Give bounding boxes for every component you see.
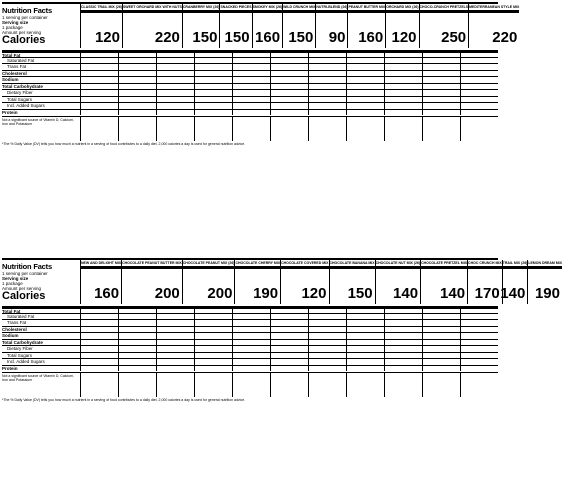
nutrient-label: Saturated Fat	[7, 57, 35, 63]
product-name: CHOC CRUNCH MIX	[468, 260, 502, 269]
nutrition-facts-title: Nutrition Facts	[2, 6, 52, 15]
footer-cell	[156, 373, 194, 397]
ingredients-column	[202, 406, 298, 498]
product-name: CHOCOLATE COVERED MIX	[281, 260, 328, 269]
footer-cell	[308, 373, 346, 397]
footer-cell	[270, 117, 308, 141]
nutrient-cell	[422, 366, 460, 372]
product-name: CRANBERRY MIX (26)	[183, 4, 220, 13]
calories-value: 220	[154, 29, 180, 46]
nutrient-cell	[308, 110, 346, 116]
serving-size-value: 1 package	[2, 281, 23, 286]
ingredients-block	[2, 406, 498, 498]
calories-value: 220	[492, 29, 518, 46]
footer-cell	[118, 373, 156, 397]
daily-value-note: *The % Daily Value (DV) tells you how much a nutrient in a serving of food contributes to a daily diet. 2,000 calories a day is used for general nutrition advice.	[2, 398, 246, 402]
servings-per-container: 1 serving per container	[2, 271, 48, 276]
nutrient-cell	[460, 110, 498, 116]
product-column	[385, 4, 418, 48]
footer-columns	[80, 117, 498, 141]
footer-cell	[346, 117, 384, 141]
ingredients-column	[402, 406, 498, 498]
nutrient-label: Trans Fat	[7, 320, 27, 325]
serving-size-label: Serving size	[2, 276, 29, 281]
nutrient-label: Cholesterol	[2, 70, 27, 76]
calories-value: 200	[154, 285, 180, 302]
nutrient-label: Cholesterol	[2, 326, 27, 332]
footer-cell	[384, 373, 422, 397]
nutrient-cell	[422, 110, 460, 116]
nutrient-label: Incl. Added Sugars	[7, 103, 45, 108]
daily-value-note: *The % Daily Value (DV) tells you how much a nutrient in a serving of food contributes to a daily diet. 2,000 calories a day is used for general nutrition advice.	[2, 142, 246, 146]
product-column	[375, 260, 420, 304]
footer-cell	[118, 117, 156, 141]
servings-per-container: 1 serving per container	[2, 15, 48, 20]
nutrient-cell	[346, 366, 384, 372]
nutrient-label: Total Fat	[2, 53, 21, 58]
calories-label: Calories	[2, 34, 46, 46]
footer-cell	[270, 373, 308, 397]
product-column	[80, 4, 122, 48]
nutrient-label: Total Fat	[2, 309, 21, 314]
nutrient-cell	[270, 366, 308, 372]
nutrient-label: Protein	[2, 365, 18, 371]
nutrient-label: Total Sugars	[7, 352, 33, 358]
nutrient-cell	[156, 366, 194, 372]
footnote-left: Not a significant source of Vitamin D, Calcium, Iron and Potassium	[2, 374, 74, 382]
nutrient-cell	[460, 366, 498, 372]
nutrient-cell	[270, 110, 308, 116]
product-column	[122, 4, 182, 48]
product-name: NEW AND DELIGHT MIX	[81, 260, 121, 269]
nutrient-label: Sodium	[2, 77, 19, 82]
nutrient-cell	[308, 366, 346, 372]
calories-value: 200	[207, 285, 233, 302]
calories-value: 160	[358, 29, 384, 46]
product-name: CHOCOLATE BANANA MIX	[330, 260, 375, 269]
footer-cell	[422, 373, 460, 397]
ingredients-column	[302, 150, 398, 254]
nutrient-label: Total Carbohydrate	[2, 339, 43, 345]
calories-value: 160	[255, 29, 281, 46]
calories-value: 150	[288, 29, 314, 46]
nutrient-cell	[194, 366, 232, 372]
nutrient-cells	[80, 110, 498, 116]
nutrition-facts-title: Nutrition Facts	[2, 262, 52, 271]
product-column	[282, 4, 315, 48]
product-name: CHOCOLATE PEANUT MIX (26)	[183, 260, 235, 269]
calories-value: 90	[328, 29, 346, 46]
product-column	[329, 260, 375, 304]
product-column	[121, 260, 182, 304]
product-column	[527, 260, 562, 304]
ingredients-column	[2, 150, 98, 254]
panel-header	[2, 262, 80, 291]
nutrient-row	[2, 365, 498, 372]
calories-value: 120	[301, 285, 327, 302]
calories-value: 120	[94, 29, 120, 46]
calories-label: Calories	[2, 290, 46, 302]
product-columns	[80, 4, 520, 48]
ingredients-column	[102, 406, 198, 498]
product-name: PEANUT BUTTER MIX	[348, 4, 385, 13]
nutrient-cell	[118, 110, 156, 116]
footer-cell	[422, 117, 460, 141]
product-name: CHOCOLATE NUT MIX (26)	[376, 260, 420, 269]
footer-cell	[460, 373, 498, 397]
footer-cell	[308, 117, 346, 141]
nutrient-row	[2, 109, 498, 116]
nutrient-cell	[156, 110, 194, 116]
product-column	[315, 4, 347, 48]
nutrient-cell	[384, 366, 422, 372]
product-column	[420, 260, 467, 304]
ingredients-column	[2, 406, 98, 498]
footer-cell	[232, 373, 270, 397]
product-name: WILD CRUNCH MIX	[283, 4, 315, 13]
footer-cell	[156, 117, 194, 141]
calories-value: 150	[224, 29, 250, 46]
nutrient-label: Saturated Fat	[7, 313, 35, 319]
product-column	[182, 4, 220, 48]
calories-value: 140	[393, 285, 419, 302]
nutrient-cell	[80, 110, 118, 116]
vitamin-footer	[2, 372, 498, 397]
nutrient-label: Total Carbohydrate	[2, 83, 43, 89]
nutrient-cell	[232, 110, 270, 116]
nutrition-panel-bottom	[2, 258, 562, 498]
calories-value: 120	[391, 29, 417, 46]
nutrient-label: Total Sugars	[7, 96, 33, 102]
calories-value: 140	[500, 285, 526, 302]
calories-value: 190	[253, 285, 279, 302]
ingredients-block	[2, 150, 498, 254]
calories-value: 170	[474, 285, 500, 302]
calories-value: 150	[192, 29, 218, 46]
ingredients-column	[102, 150, 198, 254]
nutrient-rows	[2, 50, 498, 115]
footer-cell	[384, 117, 422, 141]
nutrient-label: Trans Fat	[7, 64, 27, 69]
panel-header	[2, 6, 80, 35]
calories-value: 160	[94, 285, 120, 302]
product-column	[219, 4, 251, 48]
footer-cell	[460, 117, 498, 141]
footer-cell	[346, 373, 384, 397]
serving-size-value: 1 package	[2, 25, 23, 30]
footer-columns	[80, 373, 498, 397]
product-column	[347, 4, 385, 48]
calories-value: 140	[440, 285, 466, 302]
nutrient-label: Incl. Added Sugars	[7, 359, 45, 364]
nutrient-cell	[194, 110, 232, 116]
product-name: SNACKED PIECES	[220, 4, 251, 13]
ingredients-column	[302, 406, 398, 498]
product-column	[502, 260, 528, 304]
product-column	[80, 260, 121, 304]
nutrient-rows	[2, 306, 498, 371]
product-column	[182, 260, 235, 304]
nutrient-cell	[118, 366, 156, 372]
nutrient-cell	[232, 366, 270, 372]
vitamin-footer	[2, 116, 498, 141]
nutrient-cell	[384, 110, 422, 116]
ingredients-column	[402, 150, 498, 254]
product-name: LEMON DREAM MIX	[528, 260, 562, 269]
product-name: ORCHARD MIX (26)	[386, 4, 418, 13]
footer-cell	[232, 117, 270, 141]
product-name: CLASSIC TRAIL MIX (26)	[81, 4, 122, 13]
nutrition-panel-top	[2, 2, 520, 254]
product-column	[234, 260, 280, 304]
amount-per-serving: Amount per serving	[2, 286, 42, 291]
product-name: CHOCOLATE PEANUT BUTTER MIX	[122, 260, 182, 269]
ingredients-column	[202, 150, 298, 254]
product-column	[280, 260, 328, 304]
product-name: SMOKEY MIX (26)	[253, 4, 283, 13]
product-column	[419, 4, 469, 48]
product-columns	[80, 260, 562, 304]
nutrient-cell	[80, 366, 118, 372]
footer-cell	[194, 117, 232, 141]
calories-value: 190	[534, 285, 560, 302]
nutrient-label: Dietary Fiber	[7, 346, 33, 351]
footnote-left: Not a significant source of Vitamin D, Calcium, Iron and Potassium	[2, 118, 74, 126]
product-name: CHOCOLATE CHERRY MIX	[235, 260, 280, 269]
product-column	[467, 260, 502, 304]
product-name: SWEET ORCHARD MIX WITH NUTS	[123, 4, 182, 13]
nutrient-label: Sodium	[2, 333, 19, 338]
nutrient-cell	[346, 110, 384, 116]
amount-per-serving: Amount per serving	[2, 30, 42, 35]
nutrient-label: Dietary Fiber	[7, 90, 33, 95]
product-column	[468, 4, 519, 48]
calories-value: 150	[347, 285, 373, 302]
calories-value: 250	[441, 29, 467, 46]
footer-cell	[80, 373, 118, 397]
product-column	[252, 4, 283, 48]
footer-cell	[194, 373, 232, 397]
product-name: TRAIL MIX (26)	[503, 260, 528, 269]
product-name: CHOCO-CRUNCH PRETZELS	[420, 4, 469, 13]
footer-cell	[80, 117, 118, 141]
serving-size-label: Serving size	[2, 20, 29, 25]
product-name: MEDITERRANEAN STYLE MIX	[469, 4, 519, 13]
product-name: NUTRI-BLEND (26)	[316, 4, 347, 13]
product-name: CHOCOLATE PRETZEL MIX	[421, 260, 467, 269]
nutrient-cells	[80, 366, 498, 372]
nutrient-label: Protein	[2, 109, 18, 115]
